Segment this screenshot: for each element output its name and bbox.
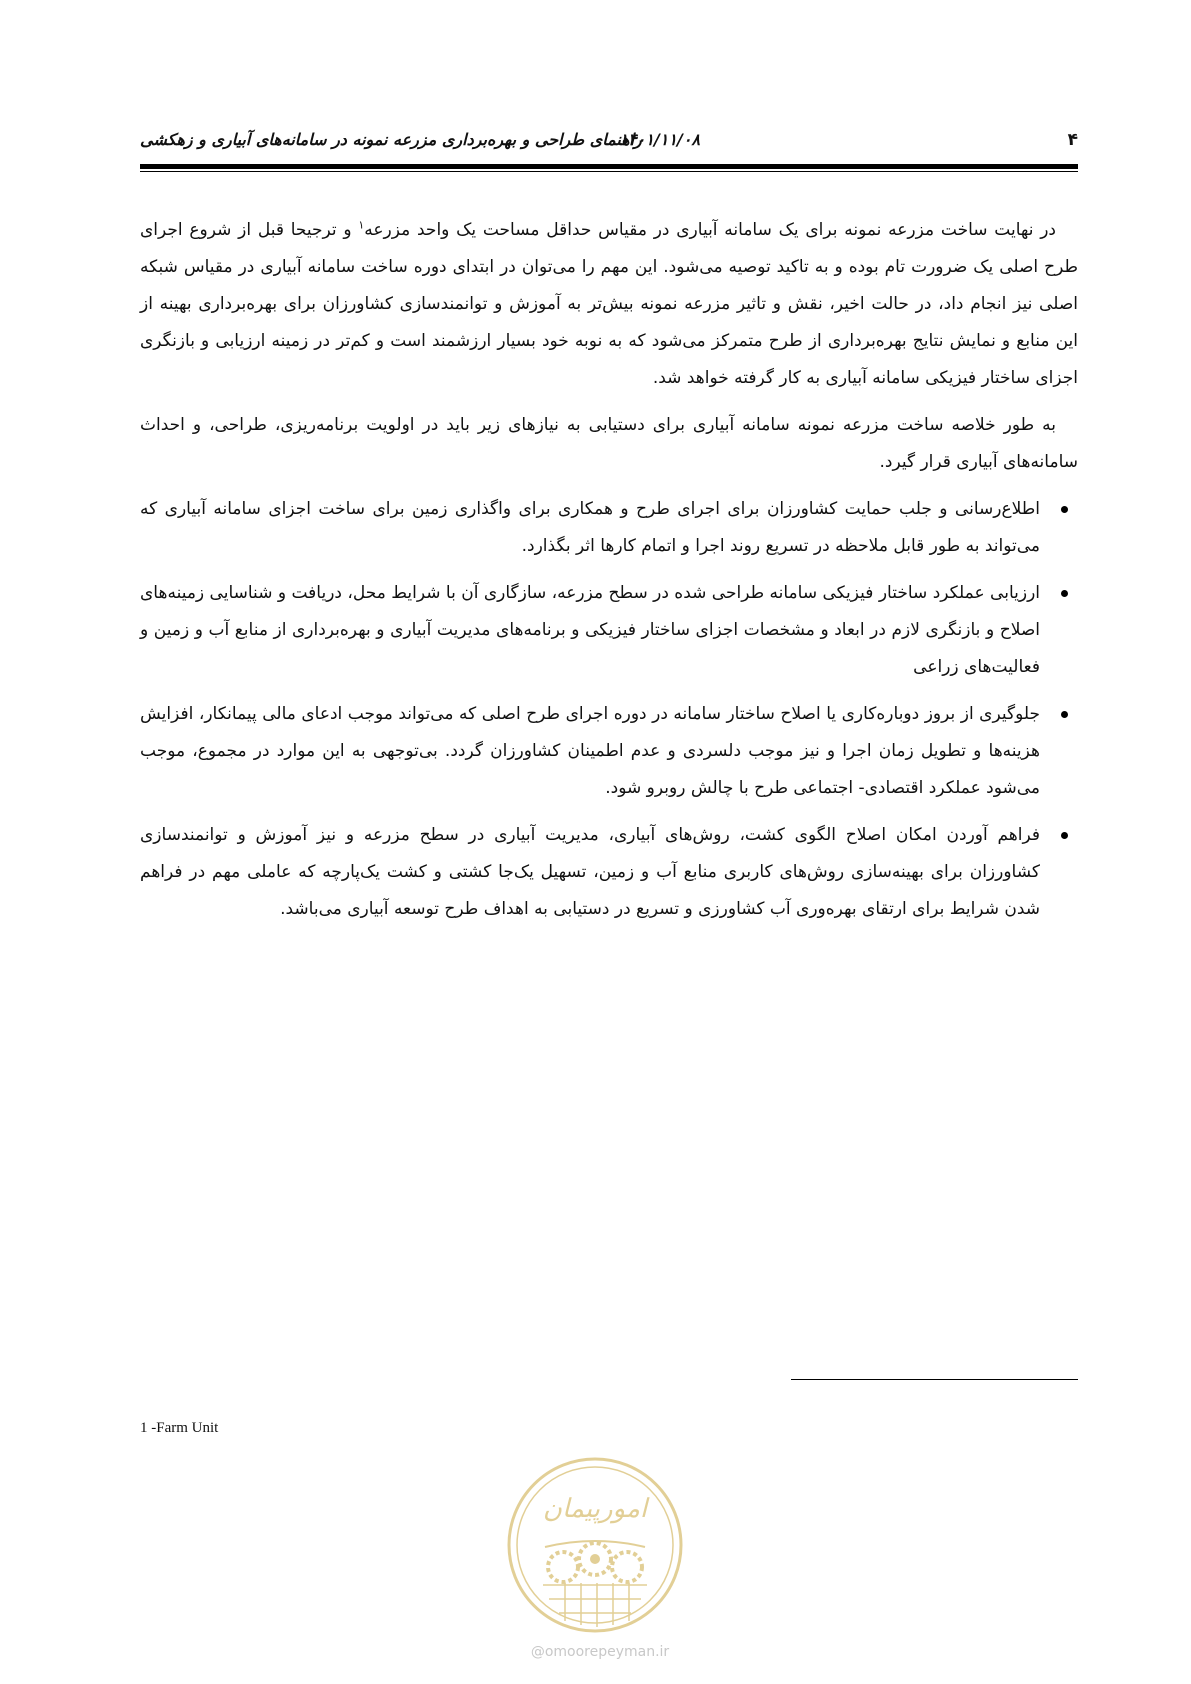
bullet-icon [1061,506,1068,513]
bullet-list [140,491,1078,928]
list-item-text: ارزیابی عملکرد ساختار فیزیکی سامانه طراحی شده در سطح مزرعه، سازگاری آن با شرایط محل، دریافت و شناسایی زمینه‌های اصلاح و بازنگری لازم در ابعاد و مشخصات اجزای ساختار فیزیکی و برنامه‌های مدیریت آبیاری و بهره‌برداری از منابع آب و زمین و فعالیت‌های زراعی [140,583,1040,677]
list-item [140,696,1078,807]
header-date: ۱۴۰۱/۱۱/۰۸ [619,130,700,149]
paragraph-2: به طور خلاصه ساخت مزرعه نمونه سامانه آبیاری برای دستیابی به نیازهای زیر باید در اولویت برنامه‌ریزی، طراحی، و احداث سامانه‌های آبیاری قرار گیرد. [140,415,1078,472]
list-item [140,817,1078,928]
header-rule-thick [140,164,1078,169]
footnote: 1 -Farm Unit [140,1420,219,1436]
list-item-text: اطلاع‌رسانی و جلب حمایت کشاورزان برای اجرای طرح و همکاری برای واگذاری زمین برای ساخت اجزای سامانه آبیاری که می‌تواند به طور قابل ملاحظه در تسریع روند اجرا و اتمام کارها اثر بگذارد. [140,499,1040,556]
header-title: راهنمای طراحی و بهره‌برداری مزرعه نمونه در سامانه‌های آبیاری و زهکشی [140,130,642,149]
paragraph-1 [140,212,1078,397]
running-header [140,128,1078,160]
bullet-icon [1061,832,1068,839]
bullet-icon [1061,711,1068,718]
list-item-text: فراهم آوردن امکان اصلاح الگوی کشت، روش‌های آبیاری، مدیریت آبیاری در سطح مزرعه و نیز آموزش و توانمندسازی کشاورزان برای بهینه‌سازی روش‌های کاربری منابع آب و زمین، تسهیل یک‌جا کشتی و کشت یک‌پارچه که عاملی مهم در فراهم شدن شرایط برای ارتقای بهره‌وری آب کشاورزی و تسریع در دستیابی به اهداف طرح توسعه آبیاری می‌باشد. [140,825,1040,919]
list-item [140,491,1078,565]
footnote-ref[interactable]: ۱ [358,218,365,232]
stamp-logo-icon [505,1455,685,1635]
list-item [140,575,1078,686]
page-number: ۴ [1067,130,1078,150]
list-item-text: جلوگیری از بروز دوباره‌کاری یا اصلاح ساختار سامانه در دوره اجرای طرح اصلی که می‌تواند موجب ادعای مالی پیمانکار، افزایش هزینه‌ها و تطویل زمان اجرا و نیز موجب دلسردی و عدم اطمینان کشاورزان گردد. بی‌توجهی به این موارد در مجموع، موجب می‌شود عملکرد اقتصادی- اجتماعی طرح با چالش روبرو شود. [140,704,1040,798]
paragraph-1-text: در نهایت ساخت مزرعه نمونه برای یک سامانه آبیاری در مقیاس حداقل مساحت یک واحد مزرعه [364,220,1056,240]
watermark: @omoorepeyman.ir [530,1644,670,1660]
stamp-text: امورپیمان [542,1494,648,1524]
paragraph-1-text-rest: و ترجیحا قبل از شروع اجرای طرح اصلی یک ضرورت تام بوده و به تاکید توصیه می‌شود. این مهم را می‌توان در ابتدای دوره ساخت سامانه آبیاری در مقیاس شبکه اصلی نیز انجام داد، در حالت اخیر، نقش و تاثیر مزرعه نمونه بیش‌تر به آموزش و توانمندسازی کشاورزان برای بهره‌برداری بهینه از این منابع و نمایش نتایج بهره‌برداری از طرح متمرکز می‌شود که به نوبه خود بسیار ارزشمند است و کم‌تر در زمینه ارزیابی و بازنگری اجزای ساختار فیزیکی سامانه آبیاری به کار گرفته خواهد شد. [140,220,1078,388]
footnote-separator [791,1379,1078,1380]
bullet-icon [1061,590,1068,597]
header-rule-thin [140,171,1078,172]
body-text [140,212,1078,938]
